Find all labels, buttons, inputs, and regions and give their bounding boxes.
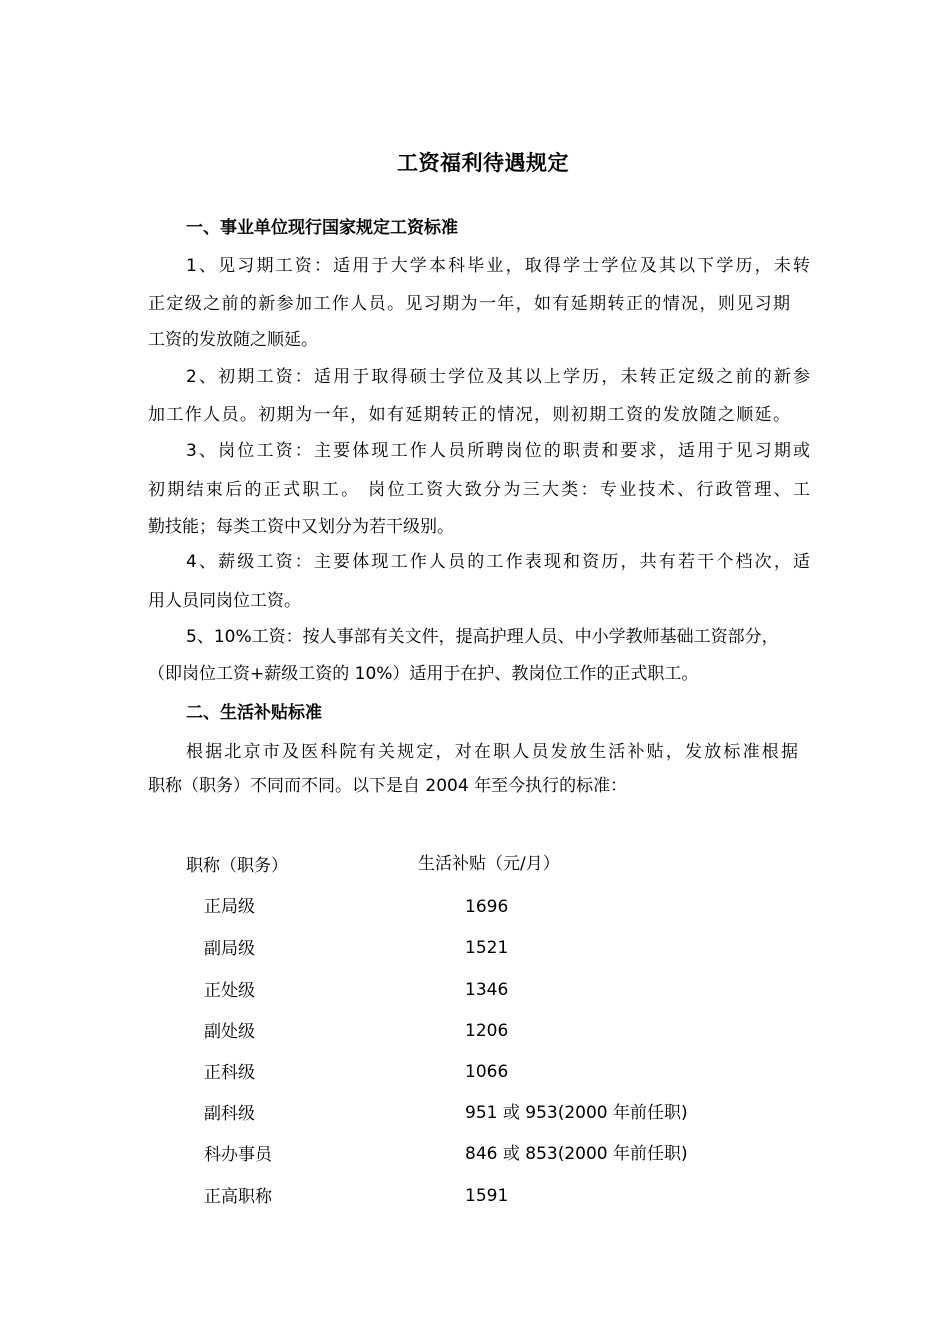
table-cell-title: 正高职称 bbox=[204, 1187, 272, 1207]
paragraph-line: 初期结束后的正式职工。 岗位工资大致分为三大类：专业技术、行政管理、工 bbox=[148, 480, 810, 500]
table-cell-amount: 846 或 853(2000 年前任职) bbox=[465, 1144, 688, 1164]
table-header-subsidy: 生活补贴（元/月） bbox=[418, 854, 560, 874]
table-cell-amount: 1206 bbox=[465, 1021, 509, 1041]
table-cell-amount: 1696 bbox=[465, 897, 509, 917]
paragraph-line: 勤技能；每类工资中又划分为若干级别。 bbox=[148, 517, 454, 537]
paragraph-line: （即岗位工资+薪级工资的 10%）适用于在护、教岗位工作的正式职工。 bbox=[148, 664, 699, 684]
paragraph-line: 2、初期工资：适用于取得硕士学位及其以上学历，未转正定级之前的新参 bbox=[186, 367, 810, 387]
table-cell-title: 副局级 bbox=[204, 939, 255, 959]
table-header-title: 职称（职务） bbox=[186, 856, 288, 876]
table-cell-title: 副科级 bbox=[204, 1104, 255, 1124]
table-cell-title: 正科级 bbox=[204, 1063, 255, 1083]
table-cell-title: 科办事员 bbox=[204, 1145, 272, 1165]
section1-heading: 一、事业单位现行国家规定工资标准 bbox=[186, 218, 458, 238]
paragraph-line: 4、薪级工资：主要体现工作人员的工作表现和资历，共有若干个档次，适 bbox=[186, 552, 810, 572]
table-cell-title: 正局级 bbox=[204, 897, 255, 917]
paragraph-line: 加工作人员。初期为一年，如有延期转正的情况，则初期工资的发放随之顺延。 bbox=[148, 405, 790, 425]
table-cell-amount: 1346 bbox=[465, 980, 509, 1000]
paragraph-line: 3、岗位工资：主要体现工作人员所聘岗位的职责和要求，适用于见习期或 bbox=[186, 441, 810, 461]
paragraph-line: 根据北京市及医科院有关规定，对在职人员发放生活补贴，发放标准根据 bbox=[186, 742, 798, 762]
paragraph-line: 1、见习期工资：适用于大学本科毕业，取得学士学位及其以下学历，未转 bbox=[186, 256, 810, 276]
paragraph-line: 职称（职务）不同而不同。以下是自 2004 年至今执行的标准： bbox=[148, 776, 628, 796]
table-cell-amount: 951 或 953(2000 年前任职) bbox=[465, 1103, 688, 1123]
paragraph-line: 用人员同岗位工资。 bbox=[148, 591, 301, 611]
table-cell-amount: 1591 bbox=[465, 1186, 509, 1206]
table-cell-amount: 1521 bbox=[465, 938, 509, 958]
section2-heading: 二、生活补贴标准 bbox=[186, 703, 322, 723]
paragraph-line: 5、10%工资：按人事部有关文件，提高护理人员、中小学教师基础工资部分， bbox=[186, 627, 779, 647]
document-title: 工资福利待遇规定 bbox=[397, 151, 569, 175]
paragraph-line: 正定级之前的新参加工作人员。见习期为一年，如有延期转正的情况，则见习期 bbox=[148, 294, 790, 314]
table-cell-title: 正处级 bbox=[204, 981, 255, 1001]
table-cell-amount: 1066 bbox=[465, 1062, 509, 1082]
table-cell-title: 副处级 bbox=[204, 1022, 255, 1042]
paragraph-line: 工资的发放随之顺延。 bbox=[148, 330, 318, 350]
